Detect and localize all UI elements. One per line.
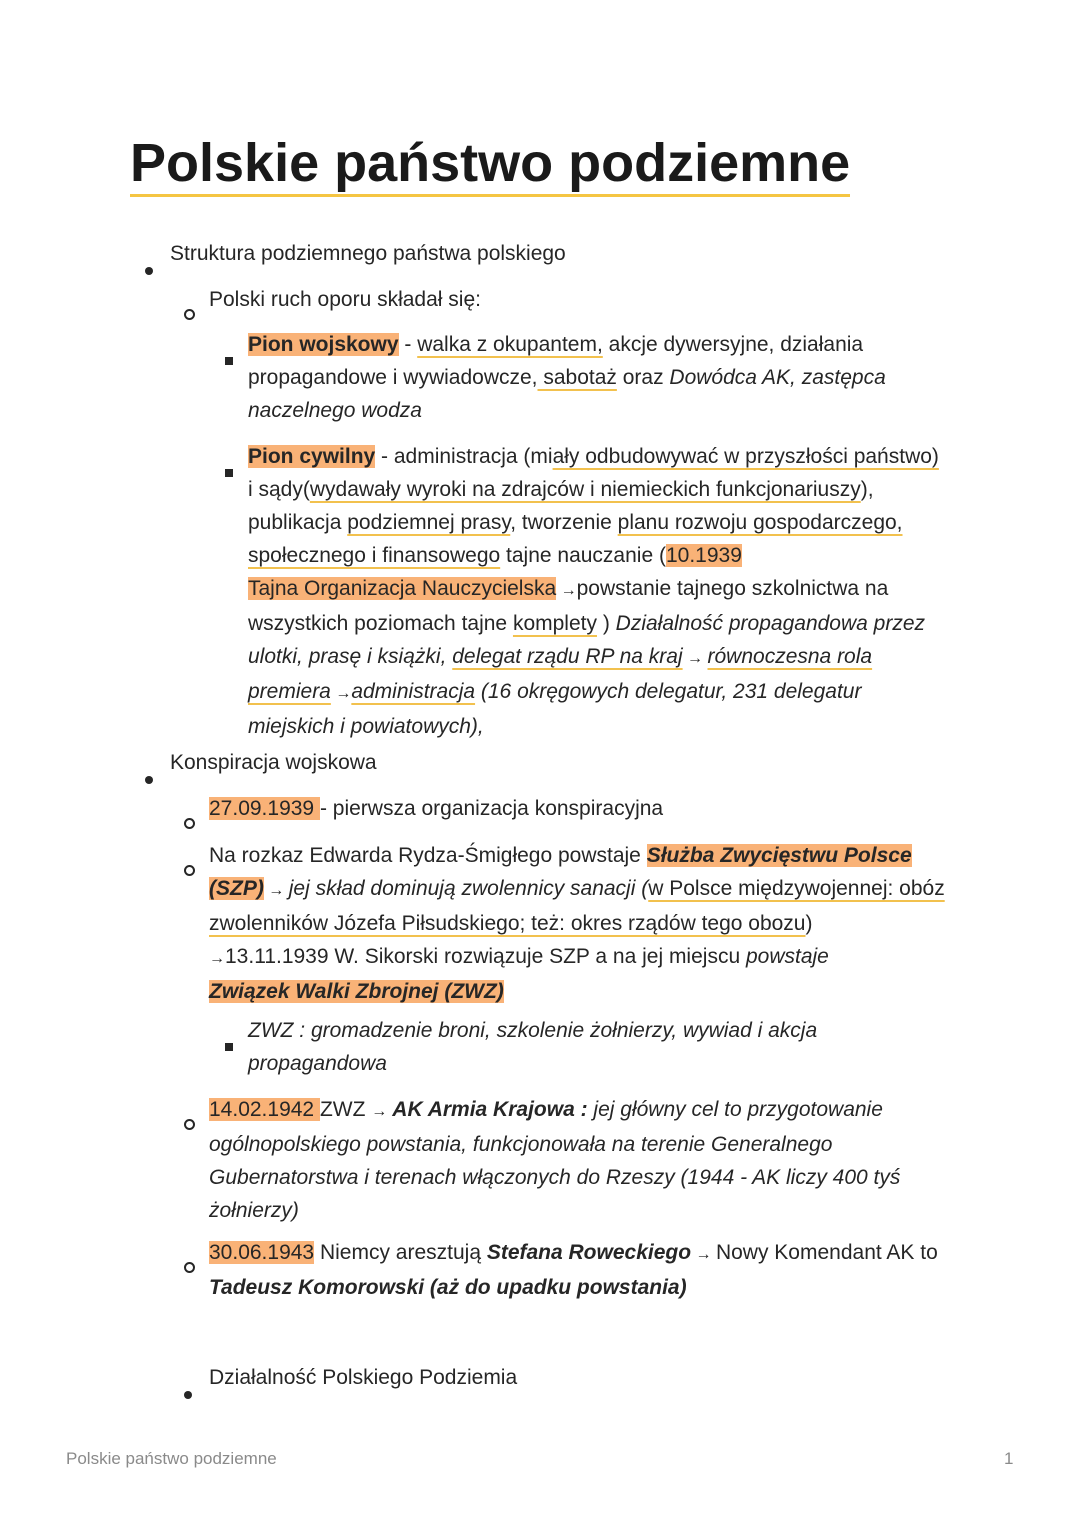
arrow-icon: → <box>371 1103 388 1120</box>
bullet-ring-icon <box>184 309 195 320</box>
bullet-dot <box>145 761 153 794</box>
bullet-ring <box>184 1250 195 1283</box>
bullet-dot-icon <box>145 267 153 275</box>
arrow-icon: → <box>330 685 352 702</box>
page-number: 1 <box>1004 1449 1014 1468</box>
text-run: Działalność propagandowa przez ulotki, prasę i książki, <box>248 612 926 668</box>
bullet-ring <box>184 806 195 839</box>
text-run: administracja <box>351 680 476 703</box>
text-run: wydawały wyroki na zdrajców i niemieckich funkcjonariuszy <box>309 478 861 501</box>
bullet-square-icon <box>225 469 233 477</box>
arrow-icon: → <box>263 882 289 899</box>
bullet-ring <box>184 853 195 886</box>
pion-wojskowy-item <box>248 328 948 427</box>
organization-highlight: Tajna Organizacja Nauczycielska <box>248 577 557 600</box>
szp-highlight: Służba Zwycięstwu Polsce (SZP) <box>209 844 912 900</box>
text-run: akcje dywersyjne, działania propagandowe i wywiadowcze, <box>248 333 864 389</box>
text-run: Nowy Komendant AK to <box>715 1241 938 1264</box>
item-szp-founding <box>209 792 949 825</box>
text-run: AK Armia Krajowa : <box>387 1098 594 1121</box>
text-run: w Polsce międzywojennej: obóz zwolenników Józefa Piłsudskiego; też: okres rządów tego obozu <box>209 877 945 935</box>
text-run: Dowódca AK, zastępca naczelnego wodza <box>248 366 886 422</box>
text-run: oraz <box>616 366 670 389</box>
text-run: Stefana Roweckiego <box>486 1241 692 1264</box>
text-run: tajne nauczanie ( <box>500 544 666 567</box>
arrow-icon: → <box>691 1246 716 1263</box>
text-run: Niemcy aresztują <box>314 1241 487 1264</box>
text-run: ały odbudowywać w przyszłości państwo) <box>552 445 939 468</box>
date-highlight: 14.02.1942 <box>209 1098 320 1121</box>
date-highlight: 10.1939 <box>665 544 742 567</box>
text-run: Tadeusz Komorowski (aż do upadku powstania) <box>209 1276 687 1299</box>
section-heading-structure: Struktura podziemnego państwa polskiego <box>170 242 566 265</box>
bullet-dot <box>145 252 153 285</box>
bullet-square <box>225 342 233 375</box>
bullet-ring-icon <box>184 1119 195 1130</box>
pion-cywilny-item <box>248 440 948 743</box>
text-run: planu rozwoju gospodarczego, społecznego i finansowego <box>248 511 903 567</box>
text-run: ZWZ : gromadzenie broni, szkolenie żołnierzy, wywiad i akcja propagandowa <box>248 1019 818 1075</box>
text-run: ) <box>596 612 616 635</box>
text-run: Na rozkaz Edwarda Rydza-Śmigłego powstaje <box>209 844 647 867</box>
bullet-ring-icon <box>184 818 195 829</box>
bullet-ring-icon <box>184 1262 195 1273</box>
text-run: i sądy( <box>248 478 310 501</box>
bullet-ring-icon <box>184 865 195 876</box>
page-title: Polskie państwo podziemne <box>130 132 850 197</box>
item-szp-zwz <box>209 839 949 1008</box>
bullet-ring <box>184 297 195 330</box>
arrow-icon: → <box>209 950 225 967</box>
text-run: ZWZ <box>319 1098 372 1121</box>
pion-cywilny-label: Pion cywilny <box>248 445 376 468</box>
text-run: (16 okręgowych delegatur, 231 delegatur miejskich i powiatowych), <box>248 680 862 738</box>
bullet-square-icon <box>225 357 233 365</box>
text-run: - administracja (mi <box>375 445 553 468</box>
section-heading-konspiracja: Konspiracja wojskowa <box>170 751 377 774</box>
bullet-ring <box>184 1107 195 1140</box>
text-run: sabotaż <box>537 366 617 389</box>
text-run: powstanie tajnego szkolnictwa na wszystkich poziomach tajne <box>248 577 889 635</box>
date-highlight: 27.09.1939 <box>209 797 320 820</box>
bullet-square <box>225 454 233 487</box>
text-run: komplety <box>512 612 597 635</box>
arrow-icon: → <box>682 650 708 667</box>
arrow-icon: → <box>556 582 577 599</box>
text-run: - <box>398 333 418 356</box>
date-highlight: 30.06.1943 <box>209 1241 315 1264</box>
zwz-highlight: Związek Walki Zbrojnej (ZWZ) <box>209 980 504 1003</box>
zwz-tasks <box>248 1014 948 1080</box>
bullet-dot-icon <box>145 776 153 784</box>
text-run: ), publikacja <box>248 478 874 534</box>
text-run: , tworzenie <box>510 511 618 534</box>
text-run: walka z okupantem, <box>417 333 603 356</box>
resistance-intro: Polski ruch oporu składał się: <box>209 288 481 311</box>
bullet-square-icon <box>225 1043 233 1051</box>
text-run: - pierwsza organizacja konspiracyjna <box>319 797 664 820</box>
text-run: 13.11.1939 W. Sikorski rozwiązuje SZP a na jej miejscu <box>225 945 746 968</box>
item-ak <box>209 1093 949 1227</box>
pion-wojskowy-label: Pion wojskowy <box>248 333 399 356</box>
section-heading-dzialalnosc: Działalność Polskiego Podziemia <box>209 1366 518 1389</box>
item-rowecki <box>209 1236 949 1304</box>
text-run: powstaje <box>745 945 829 968</box>
text-run: podziemnej prasy <box>347 511 511 534</box>
text-run: równoczesna rola premiera <box>248 645 873 703</box>
bullet-square <box>225 1028 233 1061</box>
text-run: jej skład dominują zwolennicy sanacji ( <box>288 877 649 900</box>
text-run: jej główny cel to przygotowanie ogólnopolskiego powstania, funkcjonowała na terenie Generalnego Gubernatorstwa i terenach włączonych do Rzeszy (1944 - AK liczy 400 tyś żołnierzy) <box>209 1098 901 1222</box>
bullet-dot-icon <box>184 1391 192 1399</box>
bullet-dot <box>184 1376 192 1409</box>
text-run: ) <box>805 912 813 935</box>
footer-title: Polskie państwo podziemne <box>66 1449 277 1468</box>
text-run: delegat rządu RP na kraj <box>452 645 683 668</box>
